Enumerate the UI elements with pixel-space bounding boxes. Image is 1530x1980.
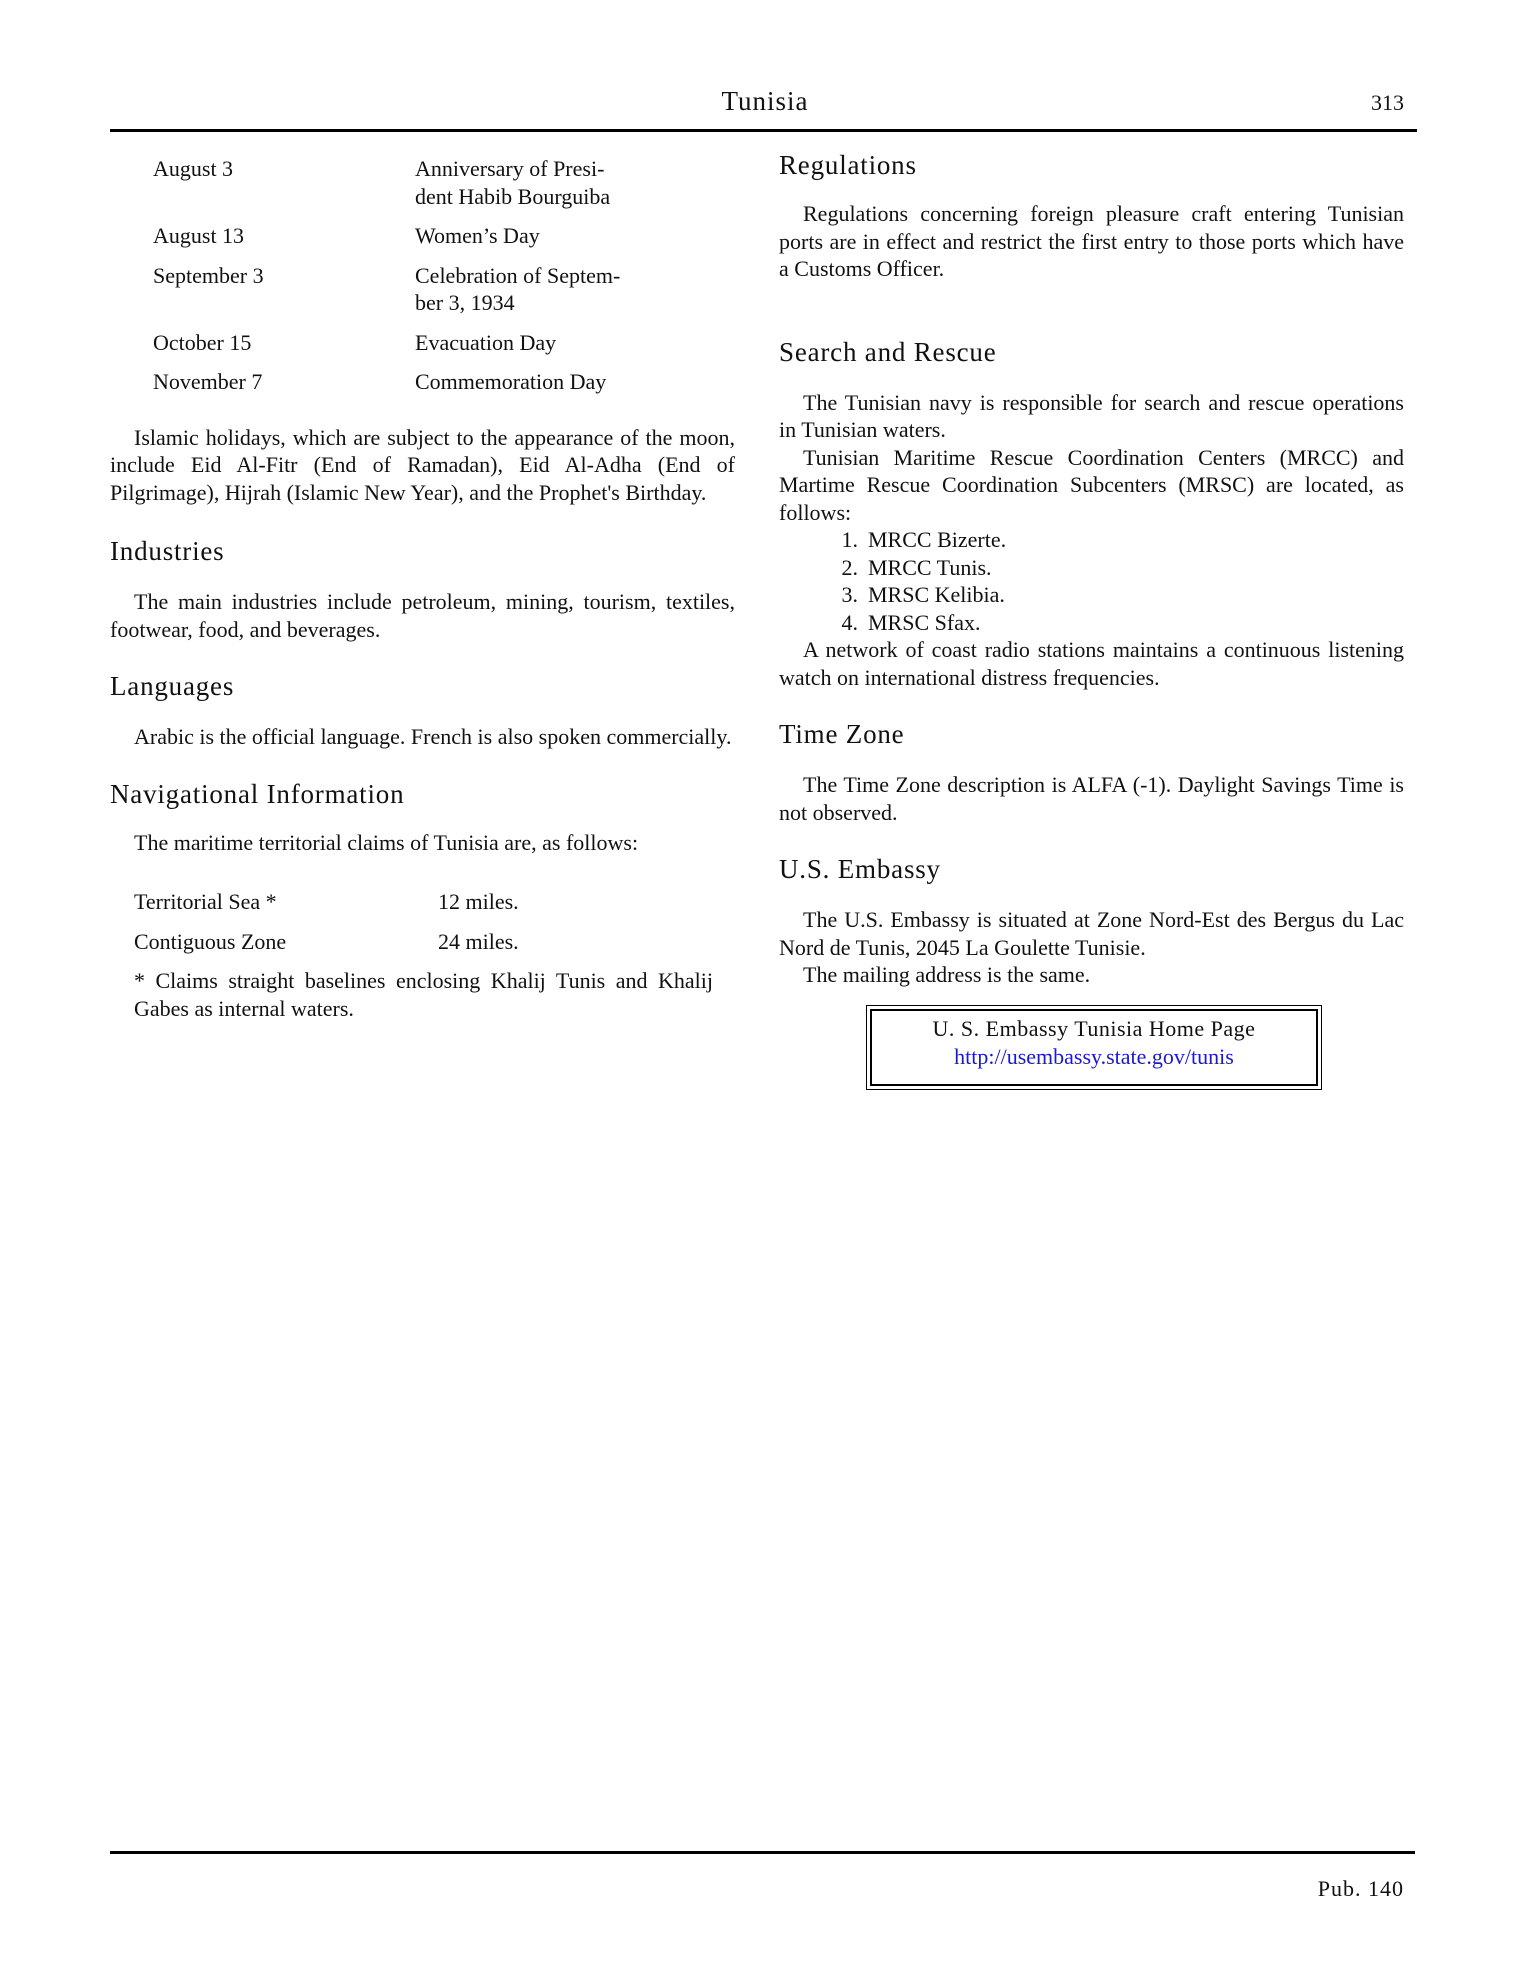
holiday-name-line: Celebration of Septem- (415, 262, 621, 288)
time-zone-paragraph: The Time Zone description is ALFA (-1). Daylight Savings Time is not observed. (779, 772, 1404, 825)
embassy-web-title: U. S. Embassy Tunisia Home Page (932, 1016, 1256, 1041)
time-zone-heading: Time Zone (779, 719, 905, 749)
claims-footnote: * Claims straight baselines enclosing Khalij Tunis and Khalij Gabes as internal waters. (134, 968, 713, 1021)
holiday-name (415, 368, 655, 396)
holiday-date: September 3 (153, 262, 264, 288)
list-item (822, 609, 1404, 637)
holiday-name-line: Anniversary of Presi- (415, 156, 605, 181)
industries-paragraph: The main industries include petroleum, mining, tourism, textiles, footwear, food, and beverages. (110, 589, 735, 642)
page-number: 313 (1371, 90, 1404, 115)
claim-value: 12 miles. (438, 889, 519, 914)
holiday-name-line: ber 3, 1934 (415, 290, 515, 315)
holiday-name-line: dent Habib Bourguiba (415, 183, 611, 209)
list-text: MRSC Kelibia. (868, 582, 1005, 607)
holiday-name (415, 262, 655, 317)
list-text: MRSC Sfax. (868, 609, 981, 635)
holiday-name (415, 222, 655, 250)
claim-row (110, 928, 735, 956)
list-number: 3. (841, 582, 858, 607)
industries-heading: Industries (110, 536, 225, 566)
rescue-centers-list (779, 526, 1404, 636)
regulations-heading: Regulations (779, 150, 917, 180)
search-rescue-paragraph-3: A network of coast radio stations maintains a continuous listening watch on international distress frequencies. (779, 637, 1404, 690)
regulations-paragraph: Regulations concerning foreign pleasure craft entering Tunisian ports are in effect and restrict the first entry to those ports which have a Customs Officer. (779, 201, 1404, 281)
holiday-date: October 15 (153, 329, 252, 355)
list-number: 4. (841, 609, 858, 635)
claim-label: Territorial Sea * (134, 889, 277, 914)
claim-row (110, 888, 735, 916)
holiday-date: November 7 (153, 369, 263, 394)
embassy-web-box-inner (870, 1009, 1318, 1086)
list-number: 1. (841, 527, 858, 552)
search-rescue-paragraph-1: The Tunisian navy is responsible for search and rescue operations in Tunisian waters. (779, 389, 1404, 442)
publication-label: Pub. 140 (1317, 1876, 1404, 1901)
holiday-name-line: Evacuation Day (415, 329, 557, 355)
list-number: 2. (841, 554, 858, 580)
header-rule (110, 129, 1417, 132)
page-title: Tunisia (721, 86, 809, 116)
holiday-name-line: Commemoration Day (415, 369, 607, 394)
islamic-holidays-paragraph: Islamic holidays, which are subject to the appearance of the moon, include Eid Al-Fitr (End of Ramadan), Eid Al-Adha (End of Pilgrimage), Hijrah (Islamic New Year), and the Prophet's Birthday. (110, 424, 735, 505)
embassy-web-link[interactable]: http://usembassy.state.gov/tunis (954, 1044, 1234, 1069)
list-item (822, 581, 1404, 609)
list-item (822, 526, 1404, 554)
holiday-row (110, 329, 735, 357)
search-rescue-paragraph-2: Tunisian Maritime Rescue Coordination Centers (MRCC) and Martime Rescue Coordination Subcenters (MRSC) are located, as follows: (779, 444, 1404, 525)
footer-rule (110, 1851, 1415, 1854)
claims-intro: The maritime territorial claims of Tunisia are, as follows: (134, 829, 639, 855)
embassy-heading: U.S. Embassy (779, 854, 941, 884)
search-rescue-heading: Search and Rescue (779, 336, 997, 367)
holiday-table (110, 155, 735, 396)
holiday-date: August 13 (153, 223, 245, 248)
holiday-row (110, 262, 735, 317)
list-item (822, 554, 1404, 582)
languages-heading: Languages (110, 671, 235, 701)
claim-value: 24 miles. (438, 928, 519, 954)
languages-paragraph: Arabic is the official language. French is also spoken commercially. (134, 724, 732, 749)
holiday-name-line: Women’s Day (415, 223, 540, 248)
holiday-date: August 3 (153, 156, 234, 181)
holiday-row (110, 368, 735, 396)
right-column (779, 148, 1404, 989)
embassy-web-box (866, 1005, 1322, 1090)
holiday-row (110, 155, 735, 210)
embassy-paragraph-2: The mailing address is the same. (803, 962, 1091, 987)
embassy-paragraph-1: The U.S. Embassy is situated at Zone Nord-Est des Bergus du Lac Nord de Tunis, 2045 La Goulette Tunisie. (779, 907, 1404, 960)
navigational-heading: Navigational Information (110, 778, 405, 809)
holiday-name (415, 155, 655, 210)
list-text: MRCC Bizerte. (868, 527, 1007, 552)
claim-label: Contiguous Zone (134, 928, 287, 954)
left-column (110, 155, 735, 1022)
holiday-name (415, 329, 655, 357)
list-text: MRCC Tunis. (868, 554, 992, 580)
holiday-row (110, 222, 735, 250)
claims-table (110, 888, 735, 955)
